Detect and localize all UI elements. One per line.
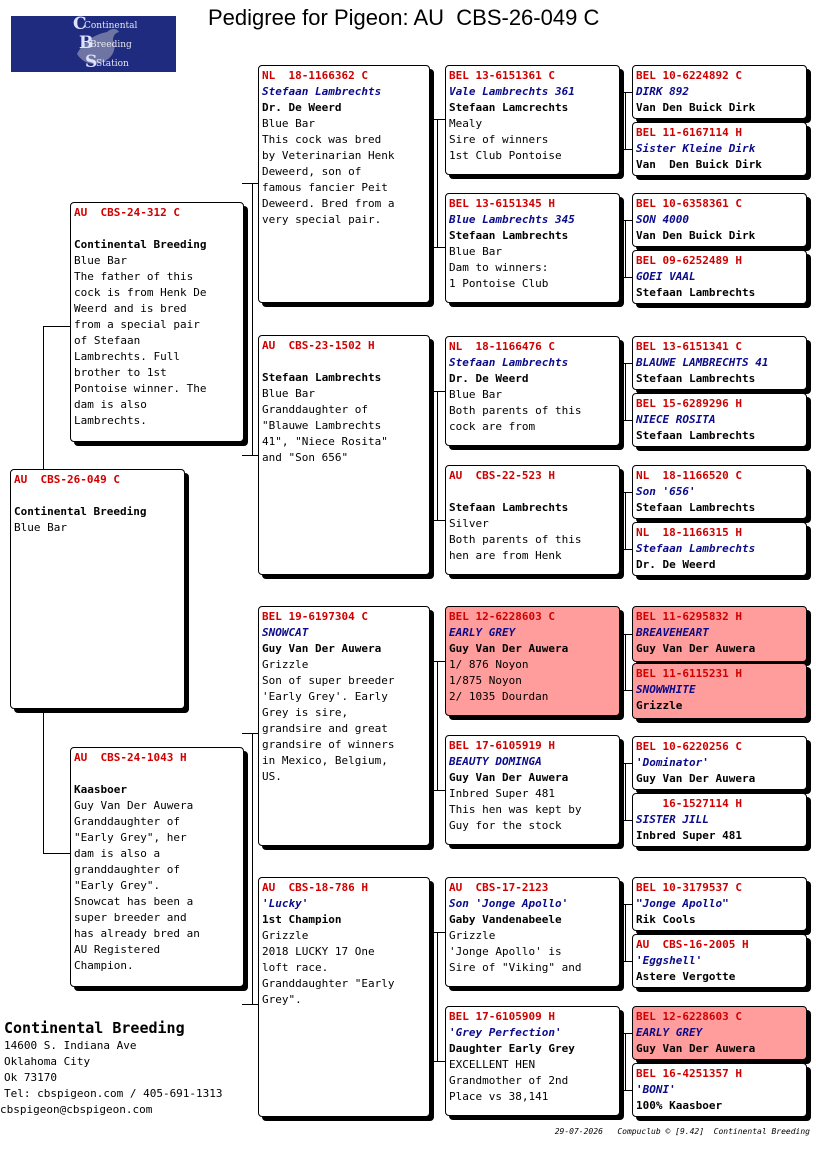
pigeon-name: 'Grey Perfection' [449,1026,562,1039]
description-line: This cock was bred [262,133,382,146]
pigeon-name: Vale Lambrechts 361 [449,85,575,98]
pigeon-name: 'Dominator' [636,756,709,769]
pigeon-card [258,877,430,1117]
connector-line [437,932,438,1061]
description-line: Silver [449,517,489,530]
ring-number: BEL 13-6151345 H [449,197,555,210]
connector-line [437,661,438,790]
pigeon-name: Stefaan Lambrechts [449,356,569,369]
ring-number: NL 18-1166315 H [636,526,742,539]
description-line: Blue Bar [449,245,502,258]
pigeon-name: EARLY GREY [636,1026,703,1039]
description-line: 'Early Grey'. Early [262,690,388,703]
pigeon-name: BEAUTY DOMINGA [449,755,542,768]
pigeon-card [632,1063,807,1117]
breeder-name: Gaby Vandenabeele [449,913,562,926]
description-line: Grizzle [262,929,309,942]
pigeon-name: SISTER JILL [636,813,709,826]
pigeon-name: NIECE ROSITA [636,413,716,426]
pigeon-name [74,766,243,782]
ring-number: AU CBS-18-786 H [262,881,368,894]
connector-line [620,904,632,905]
logo-line-1: Continental [84,21,138,31]
breeder-name: Stefaan Lambrechts [636,501,756,514]
description-line: 1st Club Pontoise [449,149,562,162]
breeder-name: Dr. De Weerd [262,101,342,114]
pigeon-card [258,335,430,575]
description-line: Champion. [74,959,134,972]
pigeon-card [632,193,807,247]
description-line: and "Son 656" [262,451,349,464]
ring-number: AU CBS-17-2123 [449,881,549,894]
ring-number: BEL 12-6228603 C [636,1010,742,1023]
pigeon-card [632,393,807,447]
breeder-name: Stefaan Lambrechts [262,371,382,384]
ring-number: BEL 16-4251357 H [636,1067,742,1080]
ring-number: BEL 10-6220256 C [636,740,742,753]
company-name: Continental Breeding [4,1019,185,1037]
connector-line [242,183,259,184]
ring-number: BEL 10-6224892 C [636,69,742,82]
ring-number: BEL 09-6252489 H [636,254,742,267]
logo-letter-s: S [85,52,98,72]
description-line: Grandmother of 2nd [449,1074,569,1087]
pigeon-card [258,606,430,846]
ring-number: BEL 15-6289296 H [636,397,742,410]
pigeon-name: Son '656' [636,485,696,498]
description-line: 41", "Niece Rosita" [262,435,388,448]
pigeon-name: 'BONI' [636,1083,676,1096]
breeder-name: Continental Breeding [74,238,207,251]
description-line: AU Registered [74,943,161,956]
pigeon-name [74,221,243,237]
address-state: Ok 73170 [4,1071,57,1084]
breeder-name: Continental Breeding [14,505,147,518]
breeder-name: Rik Cools [636,913,696,926]
breeder-name: Stefaan Lambrechts [449,501,569,514]
ring-number: AU CBS-26-049 C [14,473,120,486]
breeder-name: Kaasboer [74,783,127,796]
breeder-name: Grizzle [636,699,683,712]
description-line: 1 Pontoise Club [449,277,549,290]
ring-number: NL 18-1166362 C [262,69,368,82]
connector-line [620,277,632,278]
pigeon-name: Stefaan Lambrechts [636,542,756,555]
description-line: Granddaughter of [262,403,368,416]
connector-line [437,391,438,520]
pigeon-name: GOEI VAAL [636,270,696,283]
ring-number: BEL 17-6105919 H [449,739,555,752]
pigeon-card [632,934,807,988]
pigeon-name: SNOWCAT [262,626,309,639]
pigeon-card [445,65,620,175]
pigeon-name: Sister Kleine Dirk [636,142,756,155]
ring-number: BEL 13-6151361 C [449,69,555,82]
pigeon-card [445,877,620,987]
description-line: Sire of winners [449,133,549,146]
connector-line [437,119,438,247]
description-line: "Early Grey". [74,879,161,892]
ring-number: BEL 11-6115231 H [636,667,742,680]
connector-line [625,1033,626,1090]
description-line: Guy Van Der Auwera [74,799,194,812]
breeder-name: Stefaan Lambrechts [636,429,756,442]
connector-line [620,634,632,635]
pigeon-card [632,663,807,719]
pigeon-card [445,606,620,716]
connector-line [625,492,626,549]
pigeon-card [632,122,807,176]
connector-line [43,853,70,854]
description-line: 1/ 876 Noyon [449,658,529,671]
description-line: from a special pair [74,318,200,331]
page-footer: 29-07-2026 Compuclub © [9.42] Continental Breeding [554,1127,810,1136]
description-line: Blue Bar [14,521,67,534]
connector-line [625,363,626,420]
pigeon-name: Son 'Jonge Apollo' [449,897,569,910]
ring-number: NL 18-1166476 C [449,340,555,353]
description-line: Grey". [262,993,302,1006]
connector-line [620,363,632,364]
connector-line [620,820,632,821]
description-line: Grizzle [449,929,496,942]
connector-line [620,690,632,691]
ring-number: BEL 17-6105909 H [449,1010,555,1023]
connector-line [242,733,259,734]
connector-line [625,763,626,820]
pigeon-name: Blue Lambrechts 345 [449,213,575,226]
description-line: Blue Bar [262,117,315,130]
description-line: brother to 1st [74,366,167,379]
description-line: loft race. [262,961,329,974]
breeder-name: Van Den Buick Dirk [636,101,756,114]
description-line: Dam to winners: [449,261,549,274]
ring-number: NL 18-1166520 C [636,469,742,482]
pigeon-name [14,488,184,504]
pigeon-card [258,65,430,303]
breeder-name: Astere Vergotte [636,970,736,983]
description-line: hen are from Henk [449,549,562,562]
pigeon-card [10,469,185,709]
pigeon-name: DIRK 892 [636,85,689,98]
ring-number: AU CBS-24-312 C [74,206,180,219]
description-line: dam is also a [74,847,161,860]
connector-line [252,183,253,455]
description-line: 2/ 1035 Dourdan [449,690,549,703]
breeder-name: Guy Van Der Auwera [449,642,569,655]
address-street: 14600 S. Indiana Ave [4,1039,137,1052]
ring-number: BEL 19-6197304 C [262,610,368,623]
ring-number: BEL 11-6167114 H [636,126,742,139]
breeder-address [0,1018,223,1118]
connector-line [620,763,632,764]
description-line: dam is also [74,398,147,411]
pigeon-name: Stefaan Lambrechts [262,85,382,98]
description-line: Grizzle [262,658,309,671]
breeder-name: Guy Van Der Auwera [636,642,756,655]
pigeon-card [632,336,807,390]
connector-line [620,549,632,550]
description-line: Lambrechts. [74,414,147,427]
pigeon-card [632,606,807,662]
pigeon-card [632,522,807,576]
pigeon-name: "Jonge Apollo" [636,897,729,910]
logo-line-3: Station [96,59,129,69]
description-line: EXCELLENT HEN [449,1058,536,1071]
connector-line [620,220,632,221]
description-line: Pontoise winner. The [74,382,207,395]
address-tel: Tel: cbspigeon.com / 405-691-1313 [4,1087,223,1100]
pigeon-name: BLAUWE LAMBRECHTS 41 [636,356,769,369]
description-line: in Mexico, Belgium, [262,754,388,767]
pigeon-name: SNOWWHITE [636,683,696,696]
description-line: Blue Bar [262,387,315,400]
ring-number: AU CBS-16-2005 H [636,938,749,951]
connector-line [43,326,70,327]
description-line: by Veterinarian Henk [262,149,395,162]
logo-letter-c: C [73,16,87,34]
pigeon-card [632,65,807,119]
description-line: Place vs 38,141 [449,1090,549,1103]
ring-number: AU CBS-22-523 H [449,469,555,482]
connector-line [430,790,445,791]
description-line: Sire of "Viking" and [449,961,582,974]
description-line: famous fancier Peit [262,181,388,194]
ring-number: BEL 10-3179537 C [636,881,742,894]
pigeon-card [632,250,807,304]
connector-line [620,492,632,493]
description-line: Snowcat has been a [74,895,194,908]
pigeon-name: SON 4000 [636,213,689,226]
connector-line [625,904,626,961]
description-line: cock is from Henk De [74,286,207,299]
pigeon-card [70,202,244,442]
breeder-name: Dr. De Weerd [636,558,716,571]
ring-number: AU CBS-23-1502 H [262,339,375,352]
breeder-name: Guy Van Der Auwera [636,1042,756,1055]
pigeon-name: 'Eggshell' [636,954,703,967]
address-email: cbspigeon@cbspigeon.com [0,1103,153,1116]
description-line: Weerd and is bred [74,302,187,315]
description-line: has already bred an [74,927,200,940]
description-line: 1/875 Noyon [449,674,522,687]
description-line: Mealy [449,117,483,130]
pigeon-card [632,736,807,790]
connector-line [242,455,259,456]
pigeon-card [70,747,244,987]
connector-line [43,710,44,854]
breeder-name: Stefaan Lambrechts [449,229,569,242]
description-line: Deweerd. Bred from a [262,197,395,210]
connector-line [625,634,626,690]
description-line: "Early Grey", her [74,831,187,844]
ring-number: 16-1527114 H [636,797,742,810]
breeder-name: Inbred Super 481 [636,829,742,842]
breeder-name: Stefaan Lamcrechts [449,101,569,114]
logo-letter-b: B [79,33,94,53]
description-line: 'Jonge Apollo' is [449,945,562,958]
description-line: 2018 LUCKY 17 One [262,945,375,958]
connector-line [620,1033,632,1034]
description-line: The father of this [74,270,194,283]
connector-line [430,520,445,521]
connector-line [43,326,44,469]
description-line: Granddaughter "Early [262,977,395,990]
pigeon-name: 'Lucky' [262,897,309,910]
description-line: Lambrechts. Full [74,350,180,363]
breeder-name: Stefaan Lambrechts [636,286,756,299]
connector-line [430,1061,445,1062]
description-line: of Stefaan [74,334,141,347]
description-line: grandsire and great [262,722,388,735]
description-line: Both parents of this [449,533,582,546]
breeder-name: Dr. De Weerd [449,372,529,385]
connector-line [620,92,632,93]
pigeon-name [449,484,619,500]
pigeon-card [632,465,807,519]
connector-line [252,733,253,1004]
pigeon-card [445,336,620,446]
connector-line [242,1004,259,1005]
ring-number: BEL 11-6295832 H [636,610,742,623]
connector-line [625,220,626,277]
ring-number: BEL 12-6228603 C [449,610,555,623]
pigeon-card [632,1006,807,1060]
description-line: granddaughter of [74,863,180,876]
description-line: cock are from [449,420,536,433]
description-line: Grey is sire, [262,706,349,719]
pigeon-card [445,193,620,303]
breeder-name: Guy Van Der Auwera [262,642,382,655]
pigeon-name: EARLY GREY [449,626,516,639]
pigeon-card [632,793,807,847]
logo-line-2: Breeding [90,40,132,50]
ring-number: BEL 13-6151341 C [636,340,742,353]
connector-line [620,149,632,150]
description-line: Granddaughter of [74,815,180,828]
connector-line [430,247,445,248]
connector-line [620,420,632,421]
connector-line [625,92,626,149]
connector-line [620,1090,632,1091]
breeder-name: 1st Champion [262,913,342,926]
description-line: very special pair. [262,213,382,226]
breeder-name: Stefaan Lambrechts [636,372,756,385]
pigeon-card [445,465,620,575]
breeder-name: Daughter Early Grey [449,1042,575,1055]
page-title: Pedigree for Pigeon: AU CBS-26-049 C [208,5,600,30]
description-line: Inbred Super 481 [449,787,555,800]
breeder-name: Van Den Buick Dirk [636,229,756,242]
breeder-name: Van Den Buick Dirk [636,158,762,171]
breeder-name: Guy Van Der Auwera [449,771,569,784]
address-city: Oklahoma City [4,1055,91,1068]
pigeon-card [632,877,807,931]
breeder-name: 100% Kaasboer [636,1099,723,1112]
description-line: Son of super breeder [262,674,395,687]
description-line: super breeder and [74,911,187,924]
description-line: "Blauwe Lambrechts [262,419,382,432]
description-line: This hen was kept by [449,803,582,816]
description-line: Blue Bar [74,254,127,267]
pigeon-name [262,354,429,370]
description-line: grandsire of winners [262,738,395,751]
pigeon-name: BREAVEHEART [636,626,709,639]
description-line: US. [262,770,282,783]
description-line: Blue Bar [449,388,502,401]
connector-line [620,961,632,962]
ring-number: BEL 10-6358361 C [636,197,742,210]
ring-number: AU CBS-24-1043 H [74,751,187,764]
description-line: Guy for the stock [449,819,562,832]
logo [11,16,176,72]
pigeon-card [445,735,620,845]
description-line: Both parents of this [449,404,582,417]
description-line: Deweerd, son of [262,165,362,178]
pigeon-card [445,1006,620,1116]
breeder-name: Guy Van Der Auwera [636,772,756,785]
